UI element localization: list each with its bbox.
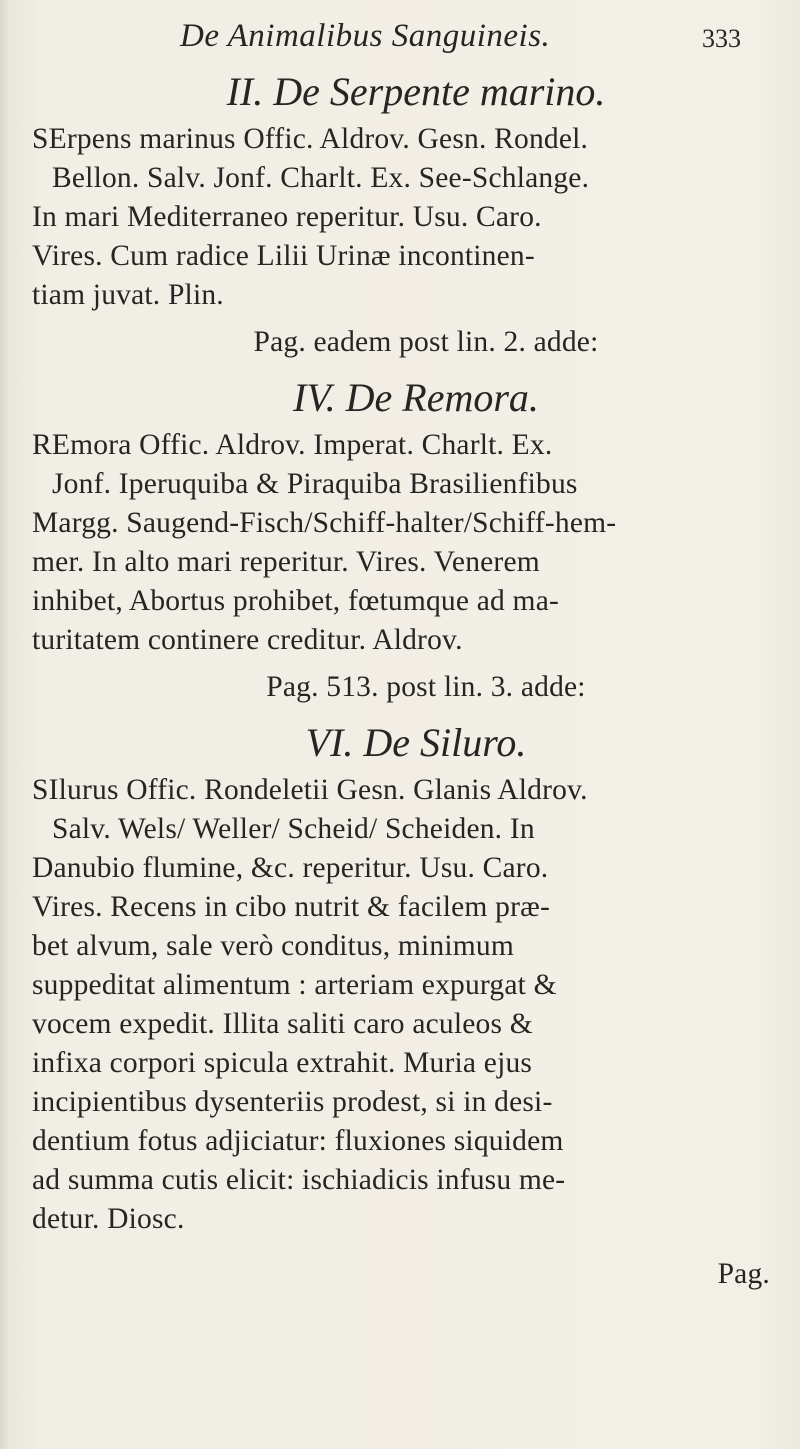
text-line: Jonf. Iperuquiba & Piraquiba Brasilienfibus <box>52 468 578 500</box>
text-line: SIlurus Offic. Rondeletii Gesn. Glanis Aldrov. <box>32 774 588 806</box>
text-line: inhibet, Abortus prohibet, fœtumque ad ma- <box>32 585 560 617</box>
text-line: dentium fotus adjiciatur: fluxiones siquidem <box>32 1125 564 1157</box>
text-line: Vires. Cum radice Lilii Urinæ incontinen- <box>32 240 535 272</box>
catchword: Pag. <box>717 1258 770 1290</box>
text-line: tiam juvat. Plin. <box>32 279 224 311</box>
section-heading-siluro: VI. De Siluro. <box>305 720 527 765</box>
addendum-note: Pag. 513. post lin. 3. adde: <box>266 671 586 703</box>
running-head <box>0 18 800 62</box>
text-line: Salv. Wels/ Weller/ Scheid/ Scheiden. In <box>52 813 535 845</box>
page-number: 333 <box>702 24 741 53</box>
text-line: incipientibus dysenteriis prodest, si in desi- <box>32 1086 553 1118</box>
text-line: SErpens marinus Offic. Aldrov. Gesn. Rondel. <box>32 123 589 155</box>
text-line: turitatem continere creditur. Aldrov. <box>32 624 463 656</box>
text-line: Vires. Recens in cibo nutrit & facilem præ- <box>32 891 551 923</box>
section-heading-remora: IV. De Remora. <box>293 375 539 420</box>
section-heading-serpente: II. De Serpente marino. <box>226 69 606 114</box>
addendum-note: Pag. eadem post lin. 2. adde: <box>253 326 599 358</box>
text-line: suppeditat alimentum : arteriam expurgat & <box>32 969 557 1001</box>
text-line: Margg. Saugend-Fisch/Schiff-halter/Schiff-hem- <box>32 507 617 539</box>
text-line: ad summa cutis elicit: ischiadicis infusu me- <box>32 1164 566 1196</box>
running-title: De Animalibus Sanguineis. <box>180 18 551 54</box>
main-text <box>32 64 780 1294</box>
text-line: Danubio flumine, &c. reperitur. Usu. Caro. <box>32 852 549 884</box>
text-line: vocem expedit. Illita saliti caro aculeos & <box>32 1008 533 1040</box>
text-line: infixa corpori spicula extrahit. Muria ejus <box>32 1047 533 1079</box>
text-line: Bellon. Salv. Jonf. Charlt. Ex. See-Schlange. <box>52 162 590 194</box>
text-line: REmora Offic. Aldrov. Imperat. Charlt. Ex. <box>32 429 553 461</box>
text-line: bet alvum, sale verò conditus, minimum <box>32 930 514 962</box>
text-line: mer. In alto mari reperitur. Vires. Venerem <box>32 546 540 578</box>
text-line: In mari Mediterraneo reperitur. Usu. Caro. <box>32 201 542 233</box>
text-line: detur. Diosc. <box>32 1203 185 1235</box>
page-gutter-shadow <box>0 0 10 1449</box>
